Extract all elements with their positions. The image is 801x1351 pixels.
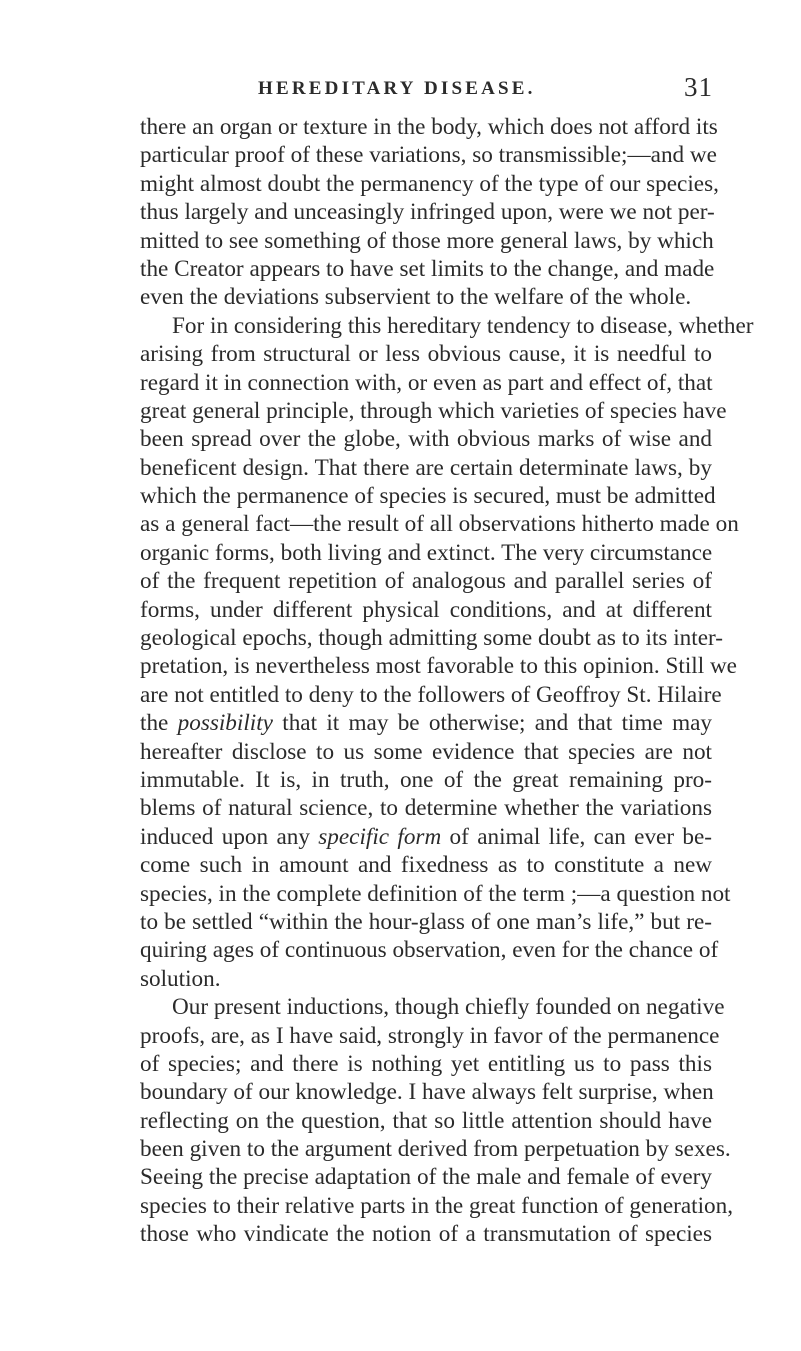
- text-line: forms, under different physical conditions, and at different: [140, 596, 712, 623]
- text-fragment: that it may be otherwise; and that time may: [272, 710, 713, 737]
- text-line: arising from structural or less obvious cause, it is needful to: [140, 341, 712, 368]
- text-line: immutable. It is, in truth, one of the great remaining pro-: [140, 766, 712, 793]
- text-line: the Creator appears to have set limits to the change, and made: [140, 255, 715, 282]
- text-line: come such in amount and fixedness as to constitute a new: [140, 852, 712, 879]
- text-line: pretation, is nevertheless most favorable to this opinion. Still we: [140, 653, 737, 680]
- text-fragment: of animal life, can ever be-: [441, 823, 712, 850]
- running-head: HEREDITARY DISEASE.: [258, 78, 536, 99]
- text-line: species to their relative parts in the great function of generation,: [140, 1192, 733, 1219]
- text-line: mitted to see something of those more general laws, by which: [140, 227, 714, 254]
- italic-phrase: possibility: [177, 710, 273, 737]
- text-line: of species; and there is nothing yet entitling us to pass this: [140, 1050, 712, 1077]
- text-line: beneficent design. That there are certain determinate laws, by: [140, 454, 712, 481]
- text-line: are not entitled to deny to the followers of Geoffroy St. Hilaire: [140, 681, 722, 708]
- text-line: species, in the complete definition of the term ;—a question not: [140, 880, 731, 907]
- text-line: to be settled “within the hour-glass of one man’s life,” but re-: [140, 908, 712, 935]
- text-line: proofs, are, as I have said, strongly in favor of the permanence: [140, 1022, 720, 1049]
- italic-phrase: specific form: [318, 823, 442, 850]
- text-line: [140, 709, 712, 737]
- text-line: For in considering this hereditary tendency to disease, whether: [172, 312, 754, 339]
- text-fragment: induced upon any: [140, 823, 319, 850]
- text-line: boundary of our knowledge. I have always felt surprise, when: [140, 1079, 714, 1106]
- text-line: reflecting on the question, that so little attention should have: [140, 1107, 712, 1134]
- text-line: thus largely and unceasingly infringed upon, were we not per-: [140, 199, 715, 226]
- text-line: might almost doubt the permanency of the type of our species,: [140, 170, 719, 197]
- text-line: solution.: [140, 965, 221, 992]
- text-fragment: the: [140, 710, 178, 737]
- body-text: [140, 113, 754, 1249]
- text-line: those who vindicate the notion of a transmutation of species: [140, 1221, 712, 1248]
- page-number: 31: [684, 72, 713, 102]
- text-line: Our present inductions, though chiefly founded on negative: [172, 994, 725, 1021]
- text-line: even the deviations subservient to the welfare of the whole.: [140, 284, 692, 311]
- text-line: there an organ or texture in the body, which does not afford its: [140, 114, 718, 140]
- text-line: organic forms, both living and extinct. The very circumstance: [140, 539, 713, 566]
- text-line: Seeing the precise adaptation of the male and female of every: [140, 1164, 712, 1191]
- text-line: been spread over the globe, with obvious marks of wise and: [140, 426, 712, 453]
- text-line: quiring ages of continuous observation, even for the chance of: [140, 937, 719, 964]
- text-line: hereafter disclose to us some evidence that species are not: [140, 738, 712, 765]
- text-line: blems of natural science, to determine whether the variations: [140, 795, 712, 822]
- text-line: regard it in connection with, or even as part and effect of, that: [140, 369, 713, 396]
- text-line: particular proof of these variations, so transmissible;—and we: [140, 142, 717, 169]
- text-line: which the permanence of species is secured, must be admitted: [140, 483, 716, 510]
- text-line: great general principle, through which varieties of species have: [140, 397, 727, 424]
- text-line: geological epochs, though admitting some doubt as to its inter-: [140, 625, 723, 652]
- text-line: [140, 823, 712, 851]
- text-line: been given to the argument derived from perpetuation by sexes.: [140, 1136, 731, 1163]
- text-line: as a general fact—the result of all observations hitherto made on: [140, 511, 739, 538]
- text-line: of the frequent repetition of analogous and parallel series of: [140, 568, 712, 595]
